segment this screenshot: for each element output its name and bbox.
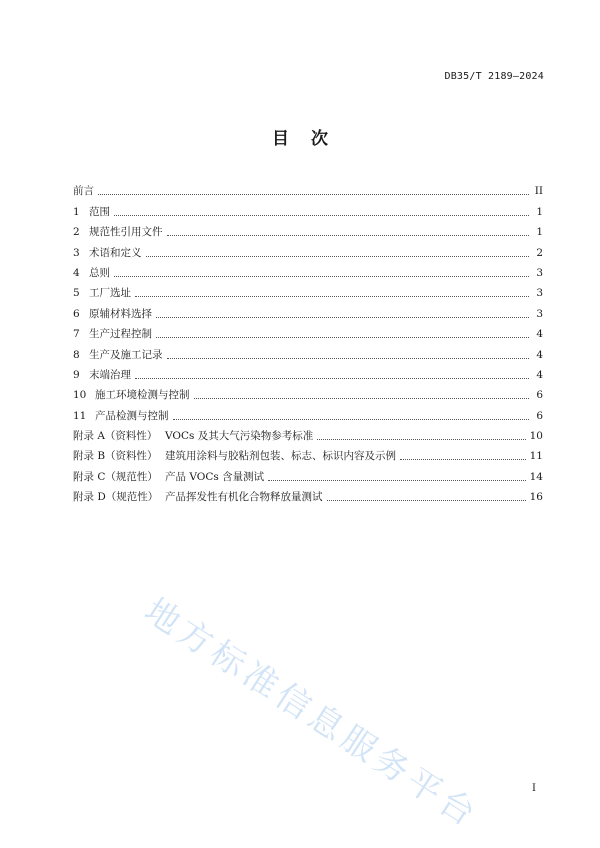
toc-page: 1 [536, 226, 543, 239]
toc-label: 前言 [73, 185, 94, 198]
toc-number: 附录 B（资料性） [73, 450, 158, 463]
toc-label: VOCs 及其大气污染物参考标准 [165, 430, 314, 443]
title-char-2: 次 [311, 129, 328, 149]
toc-page: 10 [529, 430, 543, 443]
toc-page: 3 [536, 307, 543, 320]
toc-entry-1[interactable] [73, 198, 543, 218]
toc-number: 附录 D（规范性） [73, 491, 159, 504]
toc-number: 4 [73, 266, 80, 279]
toc-entry-appendix-b[interactable] [73, 443, 543, 463]
toc-page: 4 [536, 328, 543, 341]
toc-label: 范围 [89, 205, 110, 218]
dot-leader [167, 234, 530, 236]
toc-number: 10 [73, 389, 87, 402]
toc-label: 施工环境检测与控制 [95, 389, 190, 402]
table-of-contents [73, 178, 543, 504]
toc-entry-10[interactable] [73, 382, 543, 402]
dot-leader [114, 214, 529, 216]
toc-entry-9[interactable] [73, 362, 543, 382]
dot-leader [156, 336, 529, 338]
toc-page: II [534, 185, 543, 198]
toc-number: 附录 C（规范性） [73, 470, 158, 483]
dot-leader [146, 255, 530, 257]
toc-page: 14 [529, 470, 543, 483]
dot-leader [400, 458, 526, 460]
toc-entry-2[interactable] [73, 219, 543, 239]
dot-leader [167, 357, 530, 359]
watermark: 地方标准信息服务平台 [137, 590, 487, 837]
toc-page: 1 [536, 205, 543, 218]
toc-page: 2 [536, 246, 543, 259]
dot-leader [317, 438, 525, 440]
toc-label: 总则 [89, 266, 110, 279]
toc-entry-8[interactable] [73, 341, 543, 361]
toc-label: 产品挥发性有机化合物释放量测试 [165, 491, 323, 504]
title-char-1: 目 [272, 129, 289, 149]
toc-entry-appendix-a[interactable] [73, 423, 543, 443]
dot-leader [194, 397, 530, 399]
dot-leader [98, 193, 529, 195]
toc-entry-appendix-d[interactable] [73, 484, 543, 504]
toc-number: 7 [73, 328, 80, 341]
toc-page: 6 [536, 389, 543, 402]
toc-page: 4 [536, 348, 543, 361]
toc-number: 3 [73, 246, 80, 259]
toc-label: 规范性引用文件 [89, 226, 163, 239]
toc-label: 产品检测与控制 [95, 409, 169, 422]
toc-entry-3[interactable] [73, 239, 543, 259]
toc-entry-4[interactable] [73, 260, 543, 280]
dot-leader [173, 418, 530, 420]
toc-label: 生产过程控制 [89, 328, 152, 341]
toc-label: 工厂选址 [89, 287, 131, 300]
toc-entry-7[interactable] [73, 321, 543, 341]
toc-entry-5[interactable] [73, 280, 543, 300]
dot-leader [135, 377, 529, 379]
dot-leader [327, 499, 526, 501]
toc-page: 3 [536, 287, 543, 300]
toc-label: 建筑用涂料与胶粘剂包装、标志、标识内容及示例 [165, 450, 396, 463]
toc-entry-foreword[interactable] [73, 178, 543, 198]
toc-label: 生产及施工记录 [89, 348, 163, 361]
toc-page: 6 [536, 409, 543, 422]
toc-page: 4 [536, 368, 543, 381]
page-number: I [532, 783, 536, 794]
toc-entry-11[interactable] [73, 402, 543, 422]
toc-label: 原辅材料选择 [89, 307, 152, 320]
dot-leader [268, 479, 526, 481]
toc-label: 末端治理 [89, 368, 131, 381]
toc-page: 3 [536, 266, 543, 279]
toc-number: 9 [73, 368, 80, 381]
toc-page: 16 [529, 491, 543, 504]
toc-page: 11 [529, 450, 543, 463]
toc-label: 术语和定义 [89, 246, 142, 259]
toc-number: 2 [73, 226, 80, 239]
toc-number: 5 [73, 287, 80, 300]
page-title [0, 124, 600, 149]
toc-number: 6 [73, 307, 80, 320]
dot-leader [156, 316, 529, 318]
dot-leader [135, 295, 529, 297]
toc-label: 产品 VOCs 含量测试 [165, 470, 265, 483]
toc-entry-appendix-c[interactable] [73, 463, 543, 483]
dot-leader [114, 275, 529, 277]
toc-number: 1 [73, 205, 80, 218]
toc-number: 8 [73, 348, 80, 361]
toc-entry-6[interactable] [73, 300, 543, 320]
toc-number: 11 [73, 409, 87, 422]
toc-number: 附录 A（资料性） [73, 430, 158, 443]
document-id: DB35/T 2189—2024 [444, 71, 544, 82]
